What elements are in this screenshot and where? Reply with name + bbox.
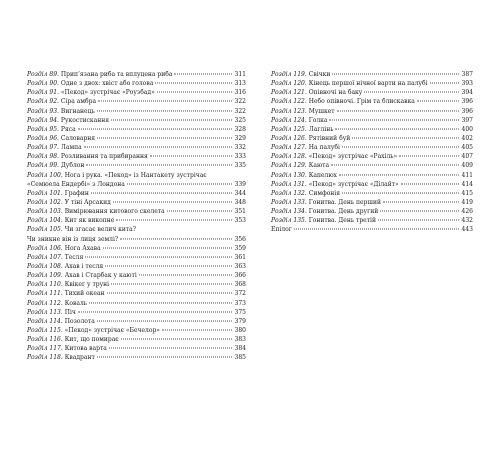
chapter-title: Небо опівночі. Грім та блискавка <box>308 98 415 106</box>
dot-leader <box>127 183 232 184</box>
chapter-title: Квадрант <box>64 354 95 362</box>
dot-leader <box>383 201 459 202</box>
chapter-title: Чи зникне він із лиця землі? <box>27 235 119 243</box>
toc-entry <box>271 107 473 116</box>
chapter-title: «Пекод» зустрічає «Ділайт» <box>308 180 399 188</box>
chapter-title: Квікег у труні <box>64 281 110 289</box>
dot-leader <box>111 119 232 120</box>
toc-entry <box>27 299 246 308</box>
toc-entry <box>27 335 246 344</box>
chapter-title: Чи згасає велич кита? <box>64 226 136 234</box>
toc-entry <box>271 207 473 216</box>
toc-entry <box>271 143 473 152</box>
toc-entry <box>27 262 246 271</box>
toc-entry <box>27 235 246 244</box>
dot-leader <box>78 311 232 312</box>
toc-entry <box>271 125 473 134</box>
chapter-number: Розділ 90. <box>27 80 59 88</box>
dot-leader <box>85 256 232 257</box>
chapter-title: «Семюела Ендербі» з Лондона <box>27 180 125 188</box>
toc-entry <box>27 344 246 353</box>
page-number: 372 <box>234 290 246 298</box>
dot-leader <box>174 74 232 75</box>
dot-leader <box>97 110 232 111</box>
chapter-title: У тіні Арсакид <box>64 198 111 206</box>
page-number: 368 <box>234 281 246 289</box>
page-number: 335 <box>234 162 246 170</box>
dot-leader <box>332 74 459 75</box>
chapter-number: Розділ 129. <box>271 162 307 170</box>
dot-leader <box>352 137 459 138</box>
toc-entry <box>27 225 246 234</box>
dot-leader <box>111 284 232 285</box>
dot-leader <box>86 165 232 166</box>
page-number: 363 <box>234 262 246 270</box>
toc-left-column <box>27 70 246 363</box>
chapter-title: Кит як викопне <box>64 217 115 225</box>
page-number: 351 <box>234 208 246 216</box>
dot-leader <box>139 275 232 276</box>
chapter-title: Рятівний буй <box>308 134 351 142</box>
toc-entry <box>271 88 473 97</box>
chapter-number: Розділ 132. <box>271 189 307 197</box>
chapter-number: Розділ 105. <box>27 226 63 234</box>
page-number: 359 <box>234 244 246 252</box>
page-number: 313 <box>234 80 246 88</box>
toc-entry <box>27 271 246 280</box>
chapter-title: Свічки <box>308 71 331 78</box>
chapter-number: Розділ 117. <box>27 345 63 353</box>
chapter-number: Розділ 115. <box>27 326 63 334</box>
chapter-number: Розділ 104. <box>27 217 63 225</box>
page-number: 373 <box>234 299 246 307</box>
toc-entry <box>27 244 246 253</box>
chapter-number: Розділ 103. <box>27 208 63 216</box>
chapter-number: Розділ 125. <box>271 125 307 133</box>
chapter-title: Графин <box>64 189 89 197</box>
page-number: 328 <box>234 125 246 133</box>
toc-entry <box>27 207 246 216</box>
chapter-number: Розділ 108. <box>27 262 63 270</box>
dot-leader <box>116 220 232 221</box>
dot-leader <box>97 137 232 138</box>
chapter-title: Каюта <box>308 162 330 170</box>
page-number: 402 <box>461 134 473 142</box>
chapter-number: Розділ 119. <box>271 71 307 78</box>
dot-leader <box>121 339 232 340</box>
chapter-title: Одне з двох: хвіст або голова <box>60 80 154 88</box>
dot-leader <box>103 247 232 248</box>
toc-entry <box>27 79 246 88</box>
page-number: 397 <box>461 116 473 124</box>
dot-leader <box>167 211 232 212</box>
toc-entry <box>27 88 246 97</box>
chapter-number: Розділ 99. <box>27 162 59 170</box>
dot-leader <box>97 320 232 321</box>
chapter-title: Епілог <box>271 226 292 234</box>
chapter-title: Рукостискання <box>60 116 110 124</box>
toc-entry <box>271 134 473 143</box>
page-number: 409 <box>461 162 473 170</box>
chapter-number: Розділ 93. <box>27 107 59 115</box>
chapter-number: Розділ 97. <box>27 144 59 152</box>
dot-leader <box>364 92 459 93</box>
chapter-title: Нога Ахава <box>64 244 101 252</box>
dot-leader <box>337 110 459 111</box>
chapter-number: Розділ 111. <box>27 290 63 298</box>
dot-leader <box>335 128 459 129</box>
toc-entry <box>271 97 473 106</box>
chapter-number: Розділ 126. <box>271 134 307 142</box>
page-number: 366 <box>234 272 246 280</box>
chapter-title: Вигнанець <box>60 107 95 115</box>
page-number: 396 <box>461 98 473 106</box>
toc-entry <box>27 152 246 161</box>
chapter-title: Ахав і Старбак у каюті <box>64 272 137 280</box>
chapter-number: Розділ 116. <box>27 336 63 344</box>
dot-leader <box>98 101 232 102</box>
toc-entry <box>27 326 246 335</box>
dot-leader <box>97 357 232 358</box>
page-number: 348 <box>234 198 246 206</box>
dot-leader <box>107 293 232 294</box>
toc-entry <box>27 116 246 125</box>
chapter-number: Розділ 112. <box>27 299 63 307</box>
chapter-title: Прип’язана риба та вплуцена риба <box>60 71 173 78</box>
dot-leader <box>91 192 232 193</box>
chapter-number: Розділ 109. <box>27 272 63 280</box>
page-number: 356 <box>234 235 246 243</box>
page-number: 332 <box>234 144 246 152</box>
page-number: 379 <box>234 317 246 325</box>
chapter-number: Розділ 128. <box>271 153 307 161</box>
page-number: 415 <box>461 189 473 197</box>
chapter-number: Розділ 118. <box>27 354 63 362</box>
page-number: 443 <box>461 226 473 234</box>
page-number: 339 <box>234 180 246 188</box>
dot-leader <box>342 192 459 193</box>
page-number: 396 <box>461 107 473 115</box>
toc-entry <box>27 216 246 225</box>
toc-entry <box>27 180 246 189</box>
page-number: 361 <box>234 253 246 261</box>
dot-leader <box>120 238 232 239</box>
page-number: 414 <box>461 180 473 188</box>
chapter-title: Гонитва. День третій <box>308 217 376 225</box>
dot-leader <box>430 83 459 84</box>
chapter-title: Кінець першої нічної варти на палубі <box>308 80 428 88</box>
toc-entry <box>27 134 246 143</box>
chapter-title: Дублон <box>60 162 85 170</box>
chapter-number: Розділ 123. <box>271 107 307 115</box>
page-number: 432 <box>461 217 473 225</box>
chapter-title: Коваль <box>64 299 88 307</box>
chapter-number: Розділ 95. <box>27 125 59 133</box>
page-number: 387 <box>461 71 473 78</box>
dot-leader <box>78 128 232 129</box>
chapter-number: Розділ 134. <box>271 208 307 216</box>
toc-entry <box>271 116 473 125</box>
chapter-title: Тесля <box>64 253 84 261</box>
chapter-number: Розділ 92. <box>27 98 59 106</box>
chapter-title: Опівночі на баку <box>308 89 363 97</box>
toc-entry <box>27 198 246 207</box>
page-number: 316 <box>234 89 246 97</box>
chapter-number: Розділ 101. <box>27 189 63 197</box>
dot-leader <box>113 201 232 202</box>
chapter-number: Розділ 130. <box>271 171 307 179</box>
chapter-number: Розділ 110. <box>27 281 63 289</box>
page-number: 375 <box>234 308 246 316</box>
page-number: 394 <box>461 89 473 97</box>
page-number: 411 <box>461 171 473 179</box>
chapter-title: Китова варта <box>64 345 107 353</box>
dot-leader <box>157 92 232 93</box>
dot-leader <box>155 83 232 84</box>
toc-entry <box>27 125 246 134</box>
toc-entry <box>27 308 246 317</box>
dot-leader <box>331 165 459 166</box>
toc-entry <box>27 317 246 326</box>
page-number: 322 <box>234 107 246 115</box>
dot-leader <box>294 229 459 230</box>
chapter-title: Ахав і тесля <box>64 262 104 270</box>
toc-entry <box>271 216 473 225</box>
dot-leader <box>84 147 232 148</box>
toc-entry <box>271 180 473 189</box>
toc-entry <box>27 189 246 198</box>
chapter-title: «Пекод» зустрічає «Рахіль» <box>308 153 398 161</box>
toc-entry <box>27 97 246 106</box>
chapter-title: Ряса <box>60 125 76 133</box>
page-number: 380 <box>234 326 246 334</box>
toc-entry <box>271 70 473 79</box>
chapter-title: На палубі <box>308 144 340 152</box>
chapter-title: Тихий океан <box>64 290 105 298</box>
chapter-title: Лампа <box>60 144 82 152</box>
chapter-number: Розділ 135. <box>271 217 307 225</box>
dot-leader <box>401 183 459 184</box>
toc-entry <box>27 161 246 170</box>
page-number: 353 <box>234 217 246 225</box>
chapter-number: Розділ 133. <box>271 198 307 206</box>
dot-leader <box>109 348 232 349</box>
chapter-title: Капелюх <box>308 171 337 179</box>
chapter-title: Розливання та прибирання <box>60 153 148 161</box>
page-number: 322 <box>234 98 246 106</box>
chapter-title: Нога і рука. «Пекод» із Нантакету зустрічає <box>64 171 207 179</box>
page-number: 384 <box>234 345 246 353</box>
chapter-number: Розділ 91. <box>27 89 59 97</box>
page-number: 426 <box>461 208 473 216</box>
chapter-number: Розділ 102. <box>27 198 63 206</box>
toc-entry <box>27 289 246 298</box>
toc-entry <box>27 143 246 152</box>
chapter-title: Позолота <box>64 317 95 325</box>
chapter-title: Вимірювання китового скелета <box>64 208 165 216</box>
toc-entry <box>271 171 473 180</box>
chapter-number: Розділ 94. <box>27 116 59 124</box>
dot-leader <box>162 329 232 330</box>
chapter-number: Розділ 107. <box>27 253 63 261</box>
dot-leader <box>380 211 459 212</box>
dot-leader <box>89 302 232 303</box>
chapter-number: Розділ 89. <box>27 71 59 78</box>
chapter-title: Гонитва. День другий <box>308 208 379 216</box>
toc-entry <box>27 70 246 79</box>
toc-entry <box>27 253 246 262</box>
chapter-title: Сіра амбра <box>60 98 97 106</box>
page-number: 311 <box>234 71 246 78</box>
toc-entry <box>271 225 473 234</box>
chapter-number: Розділ 98. <box>27 153 59 161</box>
chapter-number: Розділ 113. <box>27 308 63 316</box>
chapter-number: Розділ 122. <box>271 98 307 106</box>
chapter-title: Піч <box>64 308 76 316</box>
chapter-title: Голка <box>308 116 328 124</box>
dot-leader <box>342 147 459 148</box>
page-number: 325 <box>234 116 246 124</box>
chapter-title: «Пекод» зустрічає «Бечелор» <box>64 326 160 334</box>
chapter-title: Гонитва. День перший <box>308 198 381 206</box>
chapter-title: Лаглінь <box>308 125 334 133</box>
page-number: 383 <box>234 336 246 344</box>
page-number: 405 <box>461 144 473 152</box>
chapter-number: Розділ 120. <box>271 80 307 88</box>
dot-leader <box>417 101 459 102</box>
toc-entry <box>271 152 473 161</box>
toc-entry <box>271 198 473 207</box>
toc-right-column <box>271 70 473 235</box>
dot-leader <box>105 265 232 266</box>
toc-entry <box>27 280 246 289</box>
dot-leader <box>329 119 459 120</box>
page-number: 393 <box>461 80 473 88</box>
toc-entry <box>27 171 246 180</box>
page-number: 333 <box>234 153 246 161</box>
page-number: 385 <box>234 354 246 362</box>
dot-leader <box>339 174 459 175</box>
toc-entry <box>27 353 246 362</box>
page-number: 400 <box>461 125 473 133</box>
page-number: 329 <box>234 134 246 142</box>
page-number: 407 <box>461 153 473 161</box>
chapter-number: Розділ 100. <box>27 171 63 179</box>
toc-entry <box>27 107 246 116</box>
chapter-title: Кит, що помирає <box>64 336 119 344</box>
chapter-title: Саловарня <box>60 134 96 142</box>
chapter-number: Розділ 121. <box>271 89 307 97</box>
dot-leader <box>399 156 459 157</box>
chapter-number: Розділ 114. <box>27 317 63 325</box>
page-number: 344 <box>234 189 246 197</box>
chapter-number: Розділ 124. <box>271 116 307 124</box>
toc-entry <box>271 189 473 198</box>
dot-leader <box>378 220 459 221</box>
chapter-title: «Пекод» зустрічає «Роузбад» <box>60 89 155 97</box>
page-number: 419 <box>461 198 473 206</box>
toc-entry <box>271 161 473 170</box>
toc-entry <box>271 79 473 88</box>
chapter-number: Розділ 106. <box>27 244 63 252</box>
chapter-number: Розділ 96. <box>27 134 59 142</box>
chapter-number: Розділ 131. <box>271 180 307 188</box>
chapter-title: Мушкет <box>308 107 335 115</box>
chapter-title: Симфонія <box>308 189 341 197</box>
dot-leader <box>150 156 232 157</box>
chapter-number: Розділ 127. <box>271 144 307 152</box>
